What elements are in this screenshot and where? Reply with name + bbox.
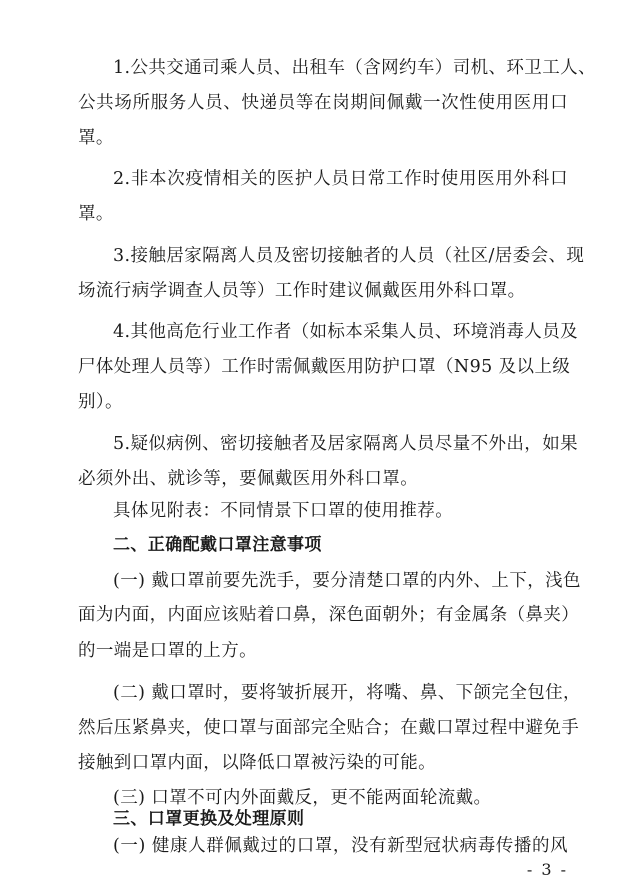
item-2-1-line-1: (一) 戴口罩前要先洗手，要分清楚口罩的内外、上下，浅色 [113, 571, 581, 591]
paragraph-1-line-1: 1.公共交通司乘人员、出租车（含网约车）司机、环卫工人、 [113, 58, 596, 78]
item-2-2-line-1: (二) 戴口罩时，要将皱折展开，将嘴、鼻、下颌完全包住， [113, 683, 581, 703]
paragraph-2-line-1: 2.非本次疫情相关的医护人员日常工作时使用医用外科口 [113, 169, 568, 189]
paragraph-5-line-1: 5.疑似病例、密切接触者及居家隔离人员尽量不外出，如果 [113, 434, 578, 454]
paragraph-4-line-2: 尸体处理人员等）工作时需佩戴医用防护口罩（N95 及以上级 [78, 357, 571, 377]
paragraph-3-line-2: 场流行病学调查人员等）工作时建议佩戴医用外科口罩。 [78, 281, 526, 301]
paragraph-5-line-2: 必须外出、就诊等，要佩戴医用外科口罩。 [78, 469, 419, 489]
item-2-2-line-2: 然后压紧鼻夹，使口罩与面部完全贴合；在戴口罩过程中避免手 [78, 718, 580, 738]
paragraph-2-line-2: 罩。 [78, 204, 114, 224]
section-heading-3: 三、口罩更换及处理原则 [113, 809, 305, 829]
paragraph-3-line-1: 3.接触居家隔离人员及密切接触者的人员（社区/居委会、现 [113, 246, 585, 266]
appendix-reference: 具体见附表：不同情景下口罩的使用推荐。 [113, 501, 454, 521]
item-2-2-line-3: 接触到口罩内面，以降低口罩被污染的可能。 [78, 753, 436, 773]
item-2-1-line-3: 的一端是口罩的上方。 [78, 641, 257, 661]
section-heading-2: 二、正确配戴口罩注意事项 [113, 535, 322, 555]
paragraph-1-line-2: 公共场所服务人员、快递员等在岗期间佩戴一次性使用医用口 [78, 93, 568, 113]
paragraph-1-line-3: 罩。 [78, 128, 114, 148]
paragraph-4-line-3: 别）。 [78, 392, 123, 412]
paragraph-4-line-1: 4.其他高危行业工作者（如标本采集人员、环境消毒人员及 [113, 322, 578, 342]
item-2-1-line-2: 面为内面，内面应该贴着口鼻，深色面朝外；有金属条（鼻夹） [78, 605, 580, 625]
page-number: - 3 - [526, 860, 568, 879]
item-2-3: (三) 口罩不可内外面戴反，更不能两面轮流戴。 [113, 788, 492, 808]
item-3-1-line-1: (一) 健康人群佩戴过的口罩，没有新型冠状病毒传播的风 [113, 836, 568, 856]
